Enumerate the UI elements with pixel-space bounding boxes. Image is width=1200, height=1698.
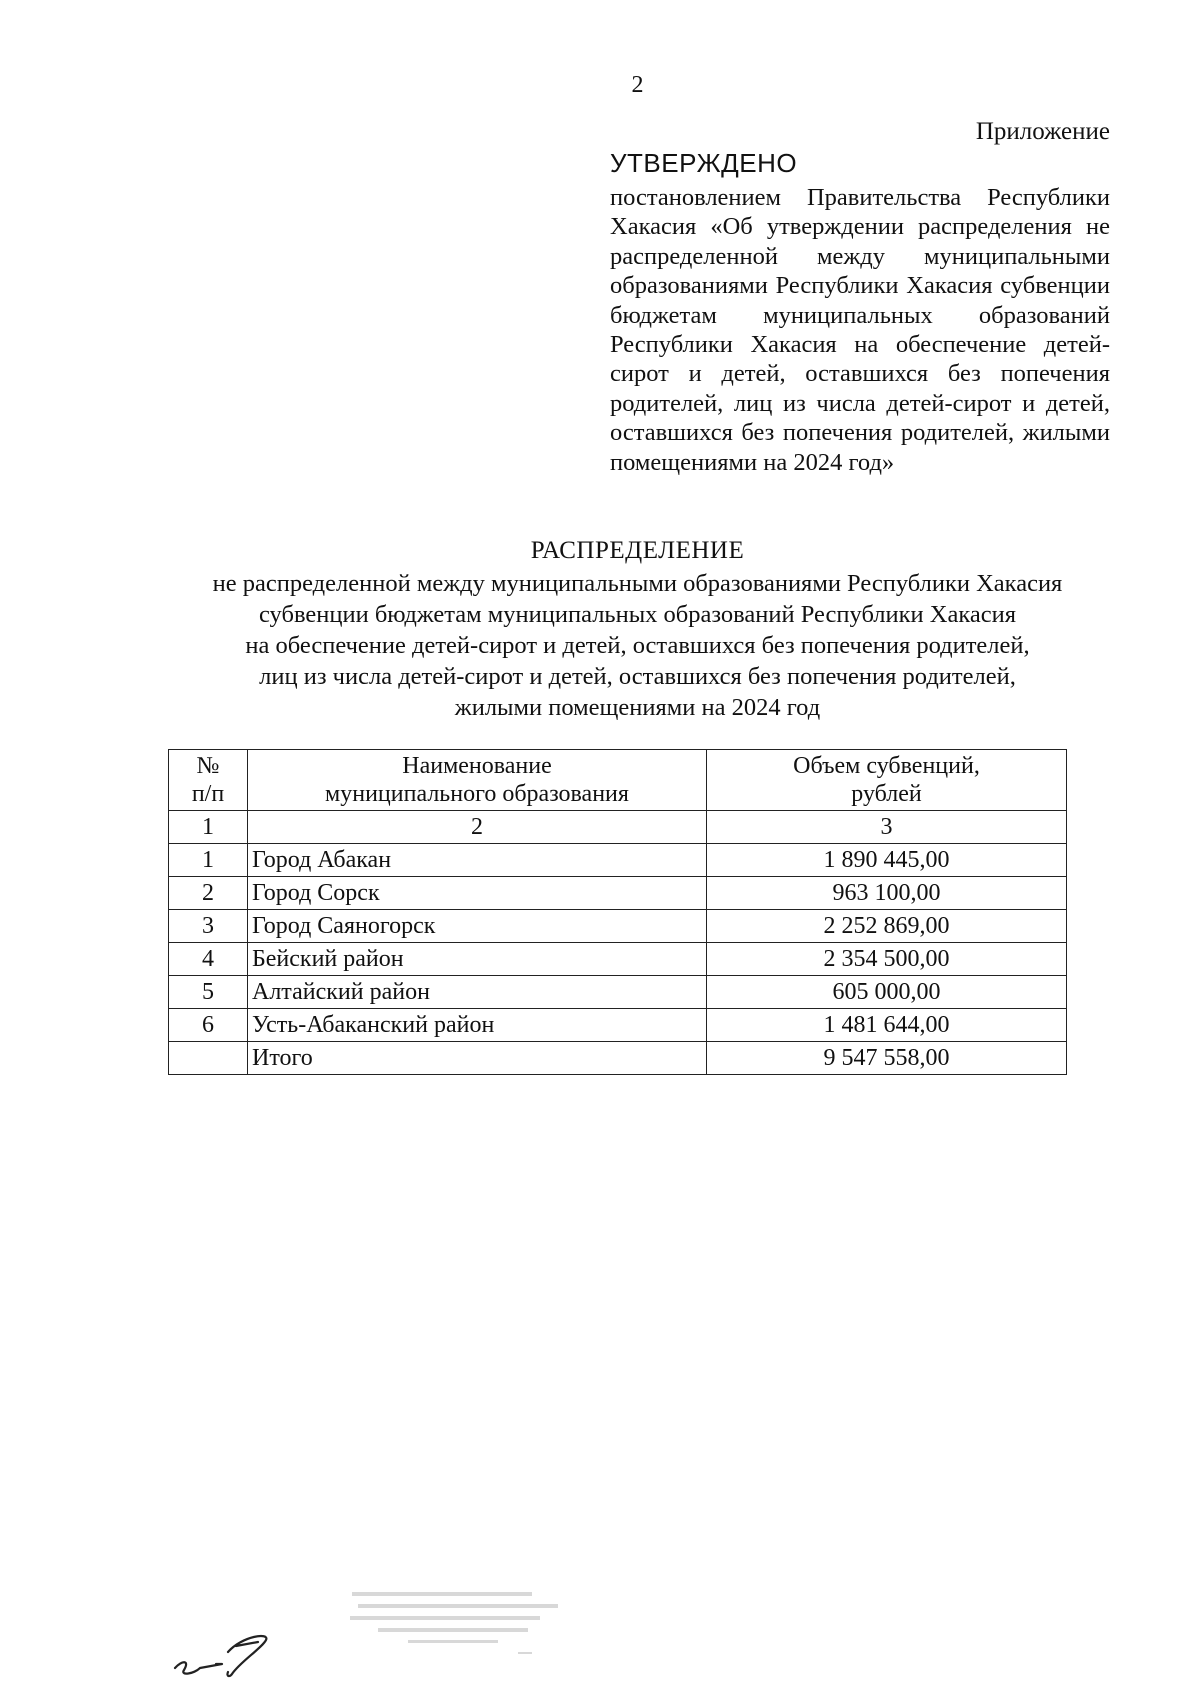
subtitle-line: жилыми помещениями на 2024 год — [454, 694, 821, 721]
row-amount: 1 481 644,00 — [707, 1009, 1067, 1042]
header-num — [169, 750, 248, 811]
page-number: 2 — [631, 72, 644, 98]
row-amount: 2 354 500,00 — [707, 943, 1067, 976]
table-row — [169, 844, 1067, 877]
row-amount: 2 252 869,00 — [707, 910, 1067, 943]
column-index: 3 — [707, 811, 1067, 844]
subtitle-line: не распределенной между муниципальными образованиями Республики Хакасия — [212, 570, 1063, 597]
row-num: 4 — [169, 943, 248, 976]
row-name: Город Абакан — [248, 844, 707, 877]
column-index: 2 — [248, 811, 707, 844]
subtitle-line: лиц из числа детей-сирот и детей, оставшихся без попечения родителей, — [259, 663, 1016, 690]
header-num-line2: п/п — [191, 781, 225, 807]
row-amount: 605 000,00 — [707, 976, 1067, 1009]
header-amount-line1: Объем субвенций, — [793, 753, 980, 779]
approval-block — [610, 145, 1110, 477]
row-num: 3 — [169, 910, 248, 943]
header-amount-line2: рублей — [851, 781, 922, 807]
row-num: 6 — [169, 1009, 248, 1042]
column-index-row — [169, 811, 1067, 844]
distribution-title: РАСПРЕДЕЛЕНИЕ — [530, 537, 745, 564]
total-row — [169, 1042, 1067, 1075]
signature-image — [170, 1630, 285, 1680]
table-row — [169, 1009, 1067, 1042]
row-num: 5 — [169, 976, 248, 1009]
row-num: 2 — [169, 877, 248, 910]
row-name: Город Саяногорск — [248, 910, 707, 943]
appendix-label: Приложение — [975, 118, 1110, 145]
faint-stamp-image — [348, 1588, 568, 1658]
row-name: Алтайский район — [248, 976, 707, 1009]
header-num-line1: № — [196, 753, 220, 779]
row-amount: 1 890 445,00 — [707, 844, 1067, 877]
total-label: Итого — [248, 1042, 707, 1075]
total-num — [169, 1042, 248, 1075]
table-header-row — [169, 750, 1067, 811]
subtitle-line: на обеспечение детей-сирот и детей, оставшихся без попечения родителей, — [245, 632, 1030, 659]
row-name: Город Сорск — [248, 877, 707, 910]
table-row — [169, 976, 1067, 1009]
header-name-line1: Наименование — [402, 753, 552, 779]
subsidy-table — [168, 749, 1067, 1075]
subtitle-line: субвенции бюджетам муниципальных образований Республики Хакасия — [259, 601, 1016, 628]
row-num: 1 — [169, 844, 248, 877]
distribution-subtitle — [140, 568, 1135, 723]
approved-heading: УТВЕРЖДЕНО — [610, 148, 798, 178]
header-name — [248, 750, 707, 811]
total-amount: 9 547 558,00 — [707, 1042, 1067, 1075]
header-name-line2: муниципального образования — [325, 781, 629, 807]
row-amount: 963 100,00 — [707, 877, 1067, 910]
approval-text: постановлением Правительства Республики Хакасия «Об утверждении распределения не распределенной между муниципальными образованиями Республики Хакасия субвенции бюджетам муниципальных образований Республики Хакасия на обеспечение детей-сирот и детей, оставшихся без попечения родителей, лиц из числа детей-сирот и детей, оставшихся без попечения родителей, жилыми помещениями на 2024 год» — [610, 184, 1110, 476]
table-row — [169, 943, 1067, 976]
table-row — [169, 910, 1067, 943]
table-row — [169, 877, 1067, 910]
row-name: Бейский район — [248, 943, 707, 976]
row-name: Усть-Абаканский район — [248, 1009, 707, 1042]
header-amount — [707, 750, 1067, 811]
column-index: 1 — [169, 811, 248, 844]
